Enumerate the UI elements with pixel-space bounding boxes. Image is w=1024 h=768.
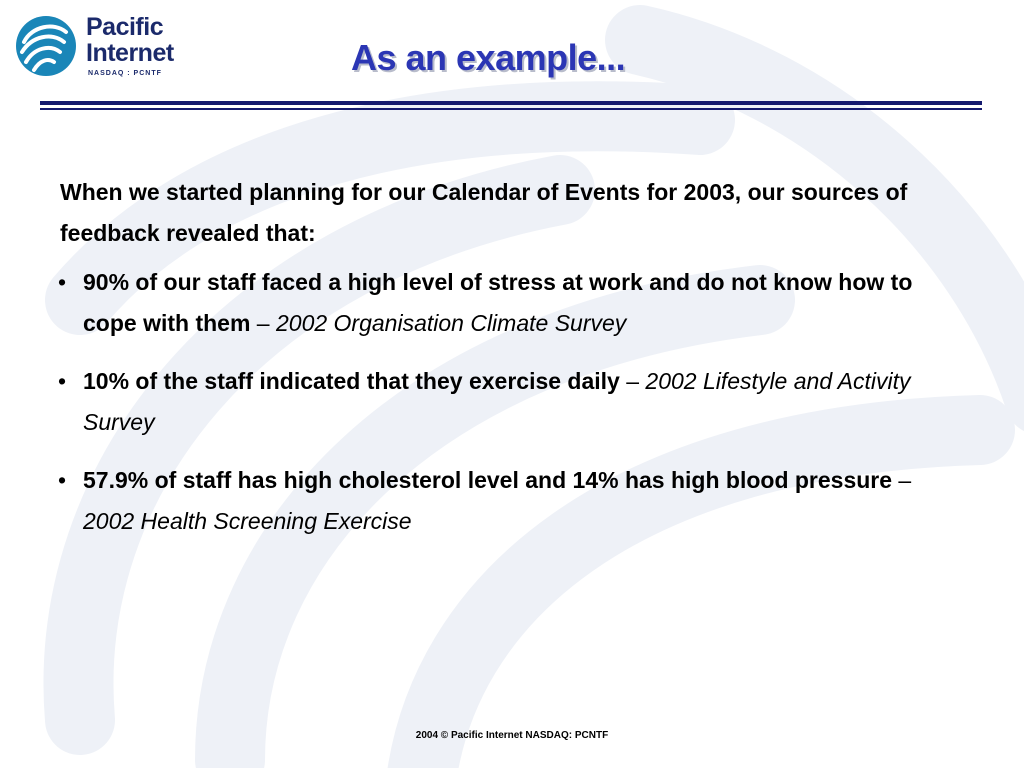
slide-title: As an example... — [351, 37, 626, 78]
list-item — [60, 262, 965, 344]
bullet-dash: – — [892, 467, 912, 493]
bullet-icon: • — [58, 269, 67, 295]
pacific-wave-logo-icon — [12, 12, 80, 80]
logo-name-line2: Internet — [86, 39, 174, 67]
logo-wordmark — [86, 14, 174, 66]
title-divider-thin — [40, 108, 982, 110]
bullet-source: 2002 Lifestyle and Activity Survey — [83, 368, 911, 435]
bullet-icon: • — [58, 368, 67, 394]
intro-paragraph: When we started planning for our Calendar of Events for 2003, our sources of feedback revealed that: — [60, 179, 908, 246]
bullet-dash: – — [250, 310, 276, 336]
bullet-statement: 90% of our staff faced a high level of stress at work and do not know how to cope with them — [83, 269, 913, 336]
list-item — [60, 361, 965, 443]
logo-name-line1: Pacific — [86, 13, 164, 41]
company-logo — [12, 12, 202, 90]
slide-footer: 2004 © Pacific Internet NASDAQ: PCNTF — [415, 730, 609, 741]
list-item — [60, 460, 965, 542]
slide-body — [60, 172, 965, 559]
bullet-statement: 10% of the staff indicated that they exercise daily — [83, 368, 620, 394]
bullet-dash: – — [619, 368, 646, 394]
bullet-source: 2002 Organisation Climate Survey — [275, 310, 627, 336]
bullet-icon: • — [58, 467, 67, 493]
bullet-list — [60, 262, 965, 542]
title-divider-thick — [40, 101, 982, 105]
bullet-statement: 57.9% of staff has high cholesterol level and 14% has high blood pressure — [83, 467, 893, 493]
logo-ticker: NASDAQ : PCNTF — [88, 70, 162, 77]
bullet-source: 2002 Health Screening Exercise — [83, 508, 412, 534]
